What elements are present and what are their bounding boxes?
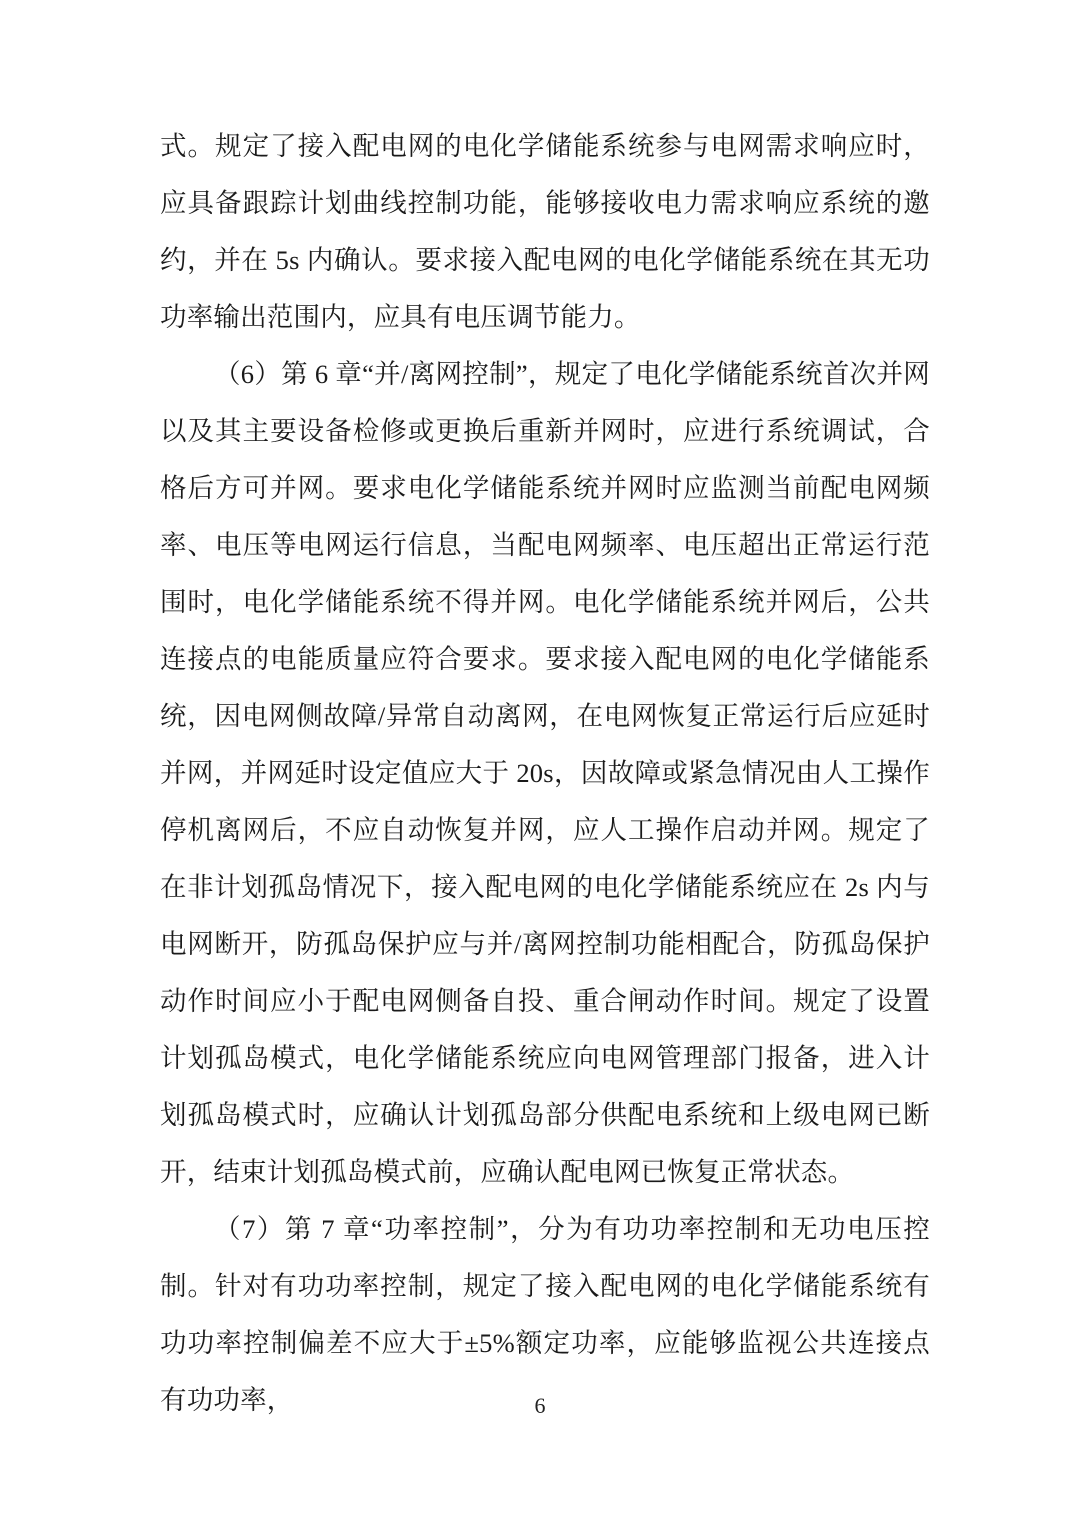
paragraph-item-7: （7）第 7 章“功率控制”，分为有功功率控制和无功电压控制。针对有功功率控制，规定了接入配电网的电化学储能系统有功功率控制偏差不应大于±5%额定功率，应能够监视公共连接点有功功率，: [160, 1214, 930, 1415]
document-body: [160, 118, 930, 1429]
paragraph-continuation: 式。规定了接入配电网的电化学储能系统参与电网需求响应时，应具备跟踪计划曲线控制功能，能够接收电力需求响应系统的邀约，并在 5s 内确认。要求接入配电网的电化学储能系统在其无功功率输出范围内，应具有电压调节能力。: [160, 131, 930, 332]
paragraph-item-6: （6）第 6 章“并/离网控制”，规定了电化学储能系统首次并网以及其主要设备检修或更换后重新并网时，应进行系统调试，合格后方可并网。要求电化学储能系统并网时应监测当前配电网频率、电压等电网运行信息，当配电网频率、电压超出正常运行范围时，电化学储能系统不得并网。电化学储能系统并网后，公共连接点的电能质量应符合要求。要求接入配电网的电化学储能系统，因电网侧故障/异常自动离网，在电网恢复正常运行后应延时并网，并网延时设定值应大于 20s，因故障或紧急情况由人工操作停机离网后，不应自动恢复并网，应人工操作启动并网。规定了在非计划孤岛情况下，接入配电网的电化学储能系统应在 2s 内与电网断开，防孤岛保护应与并/离网控制功能相配合，防孤岛保护动作时间应小于配电网侧备自投、重合闸动作时间。规定了设置计划孤岛模式，电化学储能系统应向电网管理部门报备，进入计划孤岛模式时，应确认计划孤岛部分供配电系统和上级电网已断开，结束计划孤岛模式前，应确认配电网已恢复正常状态。: [160, 359, 930, 1187]
page-number: 6: [534, 1393, 546, 1418]
